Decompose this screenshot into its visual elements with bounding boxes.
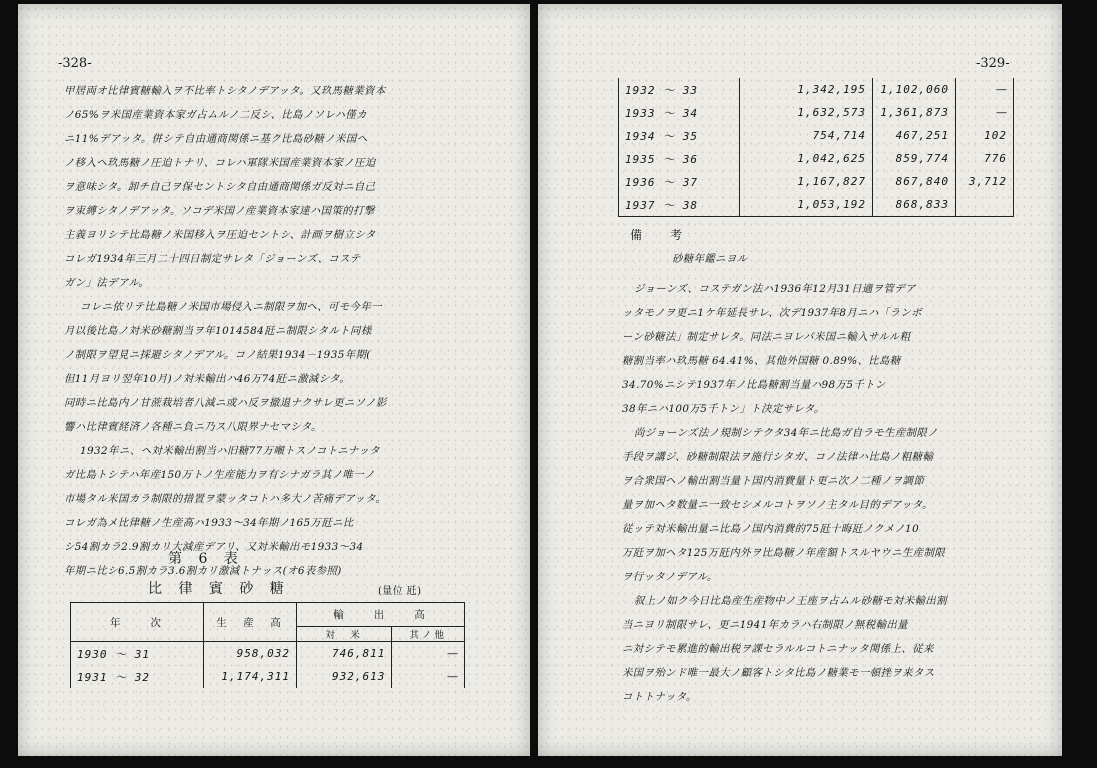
table-title: 比 律 賓 砂 糖 xyxy=(148,581,290,597)
text-line: 響ハ比律賓経済ノ各種ニ負ニ乃ス八限界ナセマシタ。 xyxy=(64,421,322,433)
text-line: 叙上ノ如ク今日比島産生産物中ノ王座ヲ占ムル砂糖モ対米輸出割 xyxy=(634,595,947,607)
cell-year: 1930 ～ 31 xyxy=(71,642,204,666)
text-line: ニ11%デアッタ。併シテ自由通商関係ニ基ク比島砂糖ノ米国ヘ xyxy=(64,133,368,145)
left-page xyxy=(18,4,530,756)
cell-other: — xyxy=(392,665,465,688)
text-line: 1932年ニ、ヘ対米輸出割当ハ旧糖77万噸トスノコトニナッタ xyxy=(80,445,381,457)
right-page xyxy=(538,4,1062,756)
col-other-header: 其ノ他 xyxy=(392,627,465,642)
text-line: コレガ為メ比律糖ノ生産高ハ1933～34年期ノ165万瓩ニ比 xyxy=(64,517,354,529)
cell-to-us: 746,811 xyxy=(297,642,392,666)
table-row xyxy=(619,124,1014,147)
cell-other: 776 xyxy=(956,147,1014,170)
cell-other xyxy=(956,193,1014,217)
sugar-table-part2 xyxy=(618,78,1014,217)
cell-to-us: 868,833 xyxy=(873,193,956,217)
text-line: ガ比島トシテハ年産150万トノ生産能力ヲ有シナガラ其ノ唯一ノ xyxy=(64,469,375,481)
cell-year: 1935 ～ 36 xyxy=(619,147,740,170)
text-line: ッタモノヲ更ニ1ケ年延長サレ、次デ1937年8月ニハ「ランボ xyxy=(622,307,922,319)
cell-year: 1937 ～ 38 xyxy=(619,193,740,217)
cell-production: 1,342,195 xyxy=(740,78,873,101)
cell-production: 1,174,311 xyxy=(204,665,297,688)
cell-other: 3,712 xyxy=(956,170,1014,193)
cell-production: 754,714 xyxy=(740,124,873,147)
text-line: ガン」法デアル。 xyxy=(64,277,150,289)
text-line: 量ヲ加ヘタ数量ニ一致セシメルコトヲソノ主タル目的デアッタ。 xyxy=(622,499,933,511)
cell-to-us: 1,361,873 xyxy=(873,101,956,124)
text-line: 34.70%ニシテ1937年ノ比島糖割当量ハ98万5千トン xyxy=(622,379,886,391)
note-heading: 備 考 xyxy=(630,228,691,242)
cell-other: — xyxy=(392,642,465,666)
table-row xyxy=(619,101,1014,124)
cell-year: 1936 ～ 37 xyxy=(619,170,740,193)
text-line: ーン砂糖法」制定サレタ。同法ニヨレバ米国ニ輸入サルル粗 xyxy=(622,331,911,343)
text-line: 米国ヲ殆ンド唯一最大ノ顧客トシタ比島ノ糖業モ一頓挫ヲ来タス xyxy=(622,667,935,679)
page-number-left: -328- xyxy=(58,56,92,71)
table-row xyxy=(619,170,1014,193)
text-line: 市場タル米国カラ制限的措置ヲ蒙ッタコトハ多大ノ苦痛デアッタ。 xyxy=(64,493,387,505)
cell-other: — xyxy=(956,101,1014,124)
text-line: 尚ジョーンズ法ノ規制シテクタ34年ニ比島ガ自ラモ生産制限ノ xyxy=(634,427,939,439)
note-source: 砂糖年鑑ニヨル xyxy=(672,253,748,265)
text-line: ヲ意味シタ。卸チ自己ヲ保セントシタ自由通商関係ガ反対ニ自己 xyxy=(64,181,376,193)
table-unit: (量位 瓩) xyxy=(378,586,422,597)
cell-to-us: 867,840 xyxy=(873,170,956,193)
col-to-us-header: 対 米 xyxy=(297,627,392,642)
cell-production: 1,053,192 xyxy=(740,193,873,217)
text-line: 但11月ヨリ翌年10月)ノ対米輸出ハ46万74瓩ニ激減シタ。 xyxy=(64,373,351,385)
table-row xyxy=(619,78,1014,101)
text-line: 従ッテ対米輸出量ニ比島ノ国内消費的75瓩十晦瓩ノクメノ10 xyxy=(622,523,920,535)
table-row xyxy=(619,193,1014,217)
sugar-table-part1 xyxy=(70,602,465,688)
cell-year: 1932 ～ 33 xyxy=(619,78,740,101)
text-line: 万瓩ヲ加ヘタ125万瓩内外ヲ比島糖ノ年産額トスルヤウニ生産制限 xyxy=(622,547,946,559)
table-row xyxy=(71,642,465,666)
text-line: 38年ニハ100万5千トン」ト決定サレタ。 xyxy=(622,403,825,415)
text-line: ノ移入ヘ玖馬糖ノ圧迫トナリ、コレハ軍隊米国産業資本家ノ圧迫 xyxy=(64,157,376,169)
col-year-header: 年 次 xyxy=(71,603,204,642)
table-heading: 第 6 表 xyxy=(168,551,244,567)
text-line: コレニ依リテ比島糖ノ米国市場侵入ニ制限ヲ加ヘ、可モ今年一 xyxy=(80,301,382,313)
cell-year: 1931 ～ 32 xyxy=(71,665,204,688)
cell-production: 958,032 xyxy=(204,642,297,666)
text-line: コレガ1934年三月二十四日制定サレタ「ジョーンズ、コステ xyxy=(64,253,361,265)
text-line: 月以後比島ノ対米砂糖割当ヲ年1014584瓩ニ制限シタルト同様 xyxy=(64,325,372,337)
col-production-header: 生 産 高 xyxy=(204,603,297,642)
text-line: 同時ニ比島内ノ甘蔗栽培者八減ニ或ハ反ヲ撤退ナクサレ更ニソノ影 xyxy=(64,397,387,409)
text-line: ヲ束縛シタノデアッタ。ソコデ米国ノ産業資本家達ハ国策的打撃 xyxy=(64,205,375,217)
cell-production: 1,167,827 xyxy=(740,170,873,193)
text-line: ノ65%ヲ米国産業資本家ガ占ムルノ二反シ、比島ノソレハ僅カ xyxy=(64,109,367,121)
text-line: 手段ヲ講ジ、砂糖制限法ヲ施行シタガ、コノ法律ハ比島ノ粗糖輸 xyxy=(622,451,934,463)
text-line: 甲居両オ比律賓糖輸入ヲ不比率トシタノデアッタ。又玖馬糖業資本 xyxy=(64,85,386,97)
page-number-right: -329- xyxy=(976,56,1010,71)
cell-year: 1933 ～ 34 xyxy=(619,101,740,124)
cell-production: 1,632,573 xyxy=(740,101,873,124)
text-line: 主義ヨリシテ比島糖ノ米国移入ヲ圧迫セントシ、計画ヲ樹立シタ xyxy=(64,229,376,241)
table-row xyxy=(71,665,465,688)
cell-to-us: 932,613 xyxy=(297,665,392,688)
cell-to-us: 1,102,060 xyxy=(873,78,956,101)
text-line: ヲ合衆国ヘノ輸出割当量ト国内消費量ト更ニ次ノ二種ノヲ調節 xyxy=(622,475,925,487)
cell-to-us: 859,774 xyxy=(873,147,956,170)
col-export-header: 輸 出 高 xyxy=(297,603,465,627)
cell-other: — xyxy=(956,78,1014,101)
cell-other: 102 xyxy=(956,124,1014,147)
text-line: 年期ニ比シ6.5割カラ3.6割カリ激減トナッス(オ6表参照) xyxy=(64,565,342,577)
text-line: ノ制限ヲ望見ニ採避シタノデアル。コノ結果1934－1935年期( xyxy=(64,349,371,361)
cell-year: 1934 ～ 35 xyxy=(619,124,740,147)
cell-production: 1,042,625 xyxy=(740,147,873,170)
cell-to-us: 467,251 xyxy=(873,124,956,147)
text-line: コトトナッタ。 xyxy=(622,691,697,703)
table-row xyxy=(619,147,1014,170)
text-line: ヲ行ッタノデアル。 xyxy=(622,571,718,583)
text-line: 糖割当率ハ玖馬糖 64.41%、其他外国糖 0.89%、比島糖 xyxy=(622,355,901,367)
text-line: 当ニヨリ制限サレ、更ニ1941年カラハ右制限ノ無税輸出量 xyxy=(622,619,908,631)
text-line: ニ対シテモ累進的輸出税ヲ課セラルルコトニナッタ関係上、従来 xyxy=(622,643,934,655)
text-line: シ54割カラ2.9割カリ大減産デアリ、又対米輸出モ1933～34 xyxy=(64,541,364,553)
text-line: ジョーンズ、コステガン法ハ1936年12月31日適ヲ管デア xyxy=(634,283,916,295)
